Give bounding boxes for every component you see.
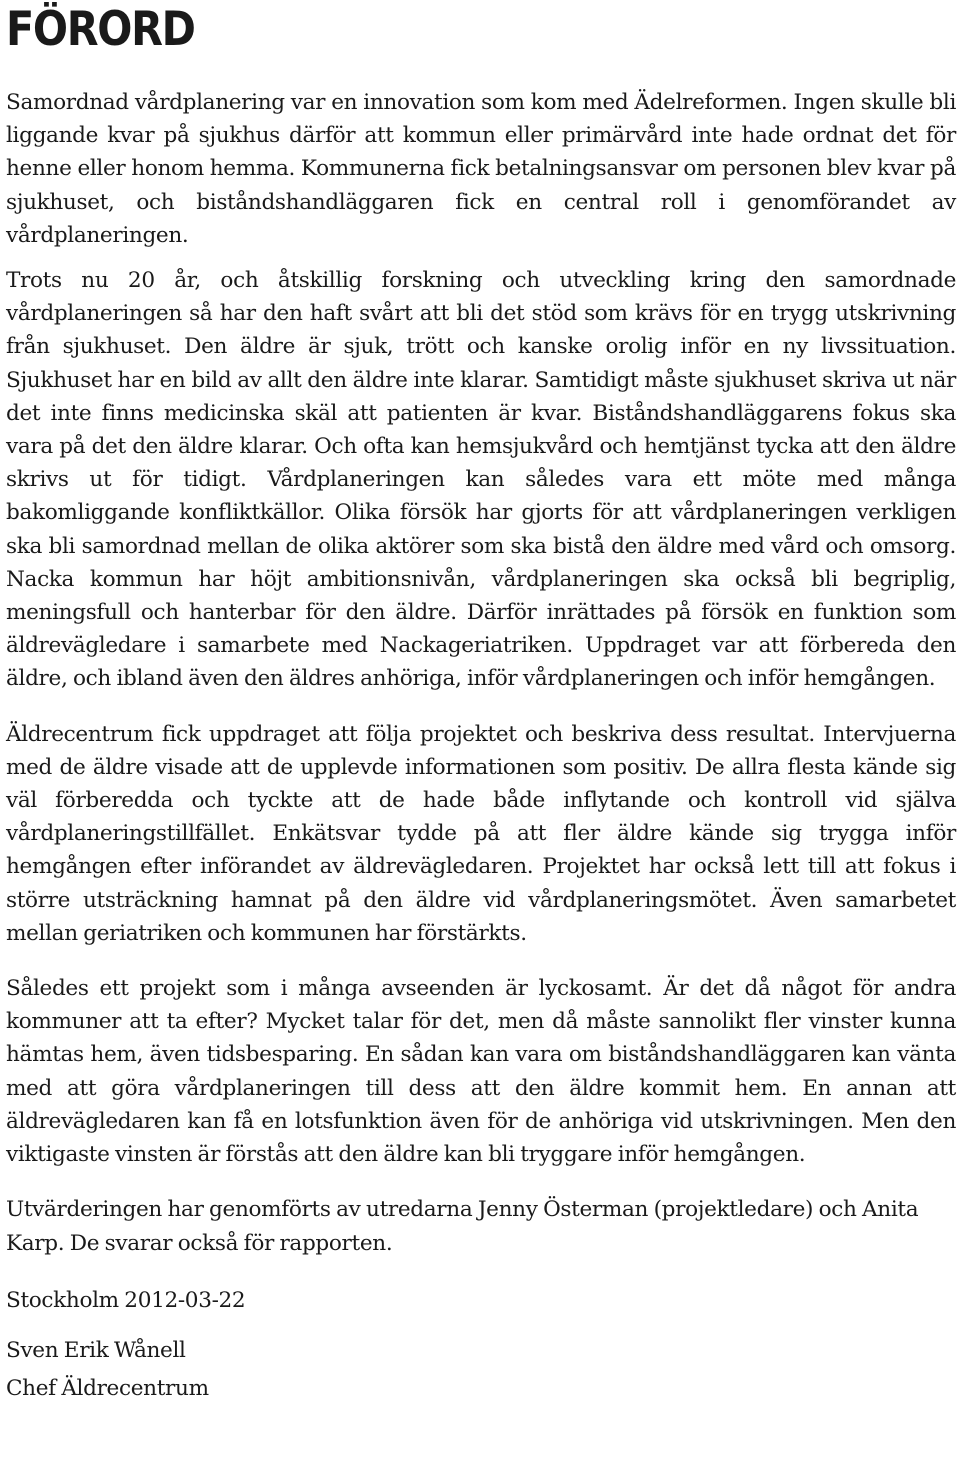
document-body [6, 86, 956, 1408]
signature-title: Chef Äldrecentrum [6, 1375, 209, 1401]
paragraph-2: Trots nu 20 år, och åtskillig forskning och utveckling kring den samordnade vårdplaneringen så har den haft svårt att bli det stöd som krävs för en trygg utskrivning från sjukhuset. Den äldre är sjuk, trött och kanske orolig inför en ny livssituation. Sjukhuset har en bild av allt den äldre inte klarar. Samtidigt måste sjukhuset skriva ut när det inte finns medicinska skäl att patienten är kvar. Biståndshandläggarens fokus ska vara på det den äldre klarar. Och ofta kan hemsjukvård och hemtjänst tycka att den äldre skrivs ut för tidigt. Vårdplaneringen kan således vara ett möte med många bakomliggande konfliktkällor. Olika försök har gjorts för att vårdplaneringen verkligen ska bli samordnad mellan de olika aktörer som ska bistå den äldre med vård och omsorg. Nacka kommun har höjt ambitionsnivån, vårdplaneringen ska också bli begriplig, meningsfull och hanterbar för den äldre. Därför inrättades på försök en funktion som äldrevägledare i samarbete med Nackageriatriken. Uppdraget var att förbereda den äldre, och ibland även den äldres anhöriga, inför vårdplaneringen och inför hemgången. [6, 268, 956, 692]
document-page [6, 0, 956, 1408]
paragraph-4: Således ett projekt som i många avseenden är lyckosamt. Är det då något för andra kommuner att ta efter? Mycket talar för det, men då måste sannolikt fler vinster kunna hämtas hem, även tidsbesparing. En sådan kan vara om biståndshandläggaren kan vänta med att göra vårdplaneringen till dess att den äldre kommit hem. En annan att äldrevägledaren kan få en lotsfunktion även för de anhöriga vid utskrivningen. Men den viktigaste vinsten är förstås att den äldre kan bli tryggare inför hemgången. [6, 976, 956, 1168]
paragraph-1: Samordnad vårdplanering var en innovation som kom med Ädelreformen. Ingen skulle bli liggande kvar på sjukhus därför att kommun eller primärvård inte hade ordnat det för henne eller honom hemma. Kommunerna fick betalningsansvar om personen blev kvar på sjukhuset, och biståndshandläggaren fick en central roll i genomförandet av vårdplaneringen. [6, 90, 956, 248]
page-title: FÖRORD [6, 2, 195, 57]
paragraph-3: Äldrecentrum fick uppdraget att följa projektet och beskriva dess resultat. Intervjuerna med de äldre visade att de upplevde informationen som positiv. De allra flesta kände sig väl förberedda och tyckte att de hade både inflytande och kontroll vid själva vårdplaneringstillfället. Enkätsvar tydde på att fler äldre kände sig trygga inför hemgången efter införandet av äldrevägledaren. Projektet har också lett till att fokus i större utsträckning hamnat på den äldre vid vårdplaneringsmötet. Även samarbetet mellan geriatriken och kommunen har förstärkts. [6, 721, 956, 946]
place-date: Stockholm 2012-03-22 [6, 1287, 246, 1313]
paragraph-5: Utvärderingen har genomförts av utredarna Jenny Österman (projektledare) och Anita Karp. De svarar också för rapporten. [6, 1197, 919, 1256]
signature-name: Sven Erik Wånell [6, 1337, 186, 1363]
